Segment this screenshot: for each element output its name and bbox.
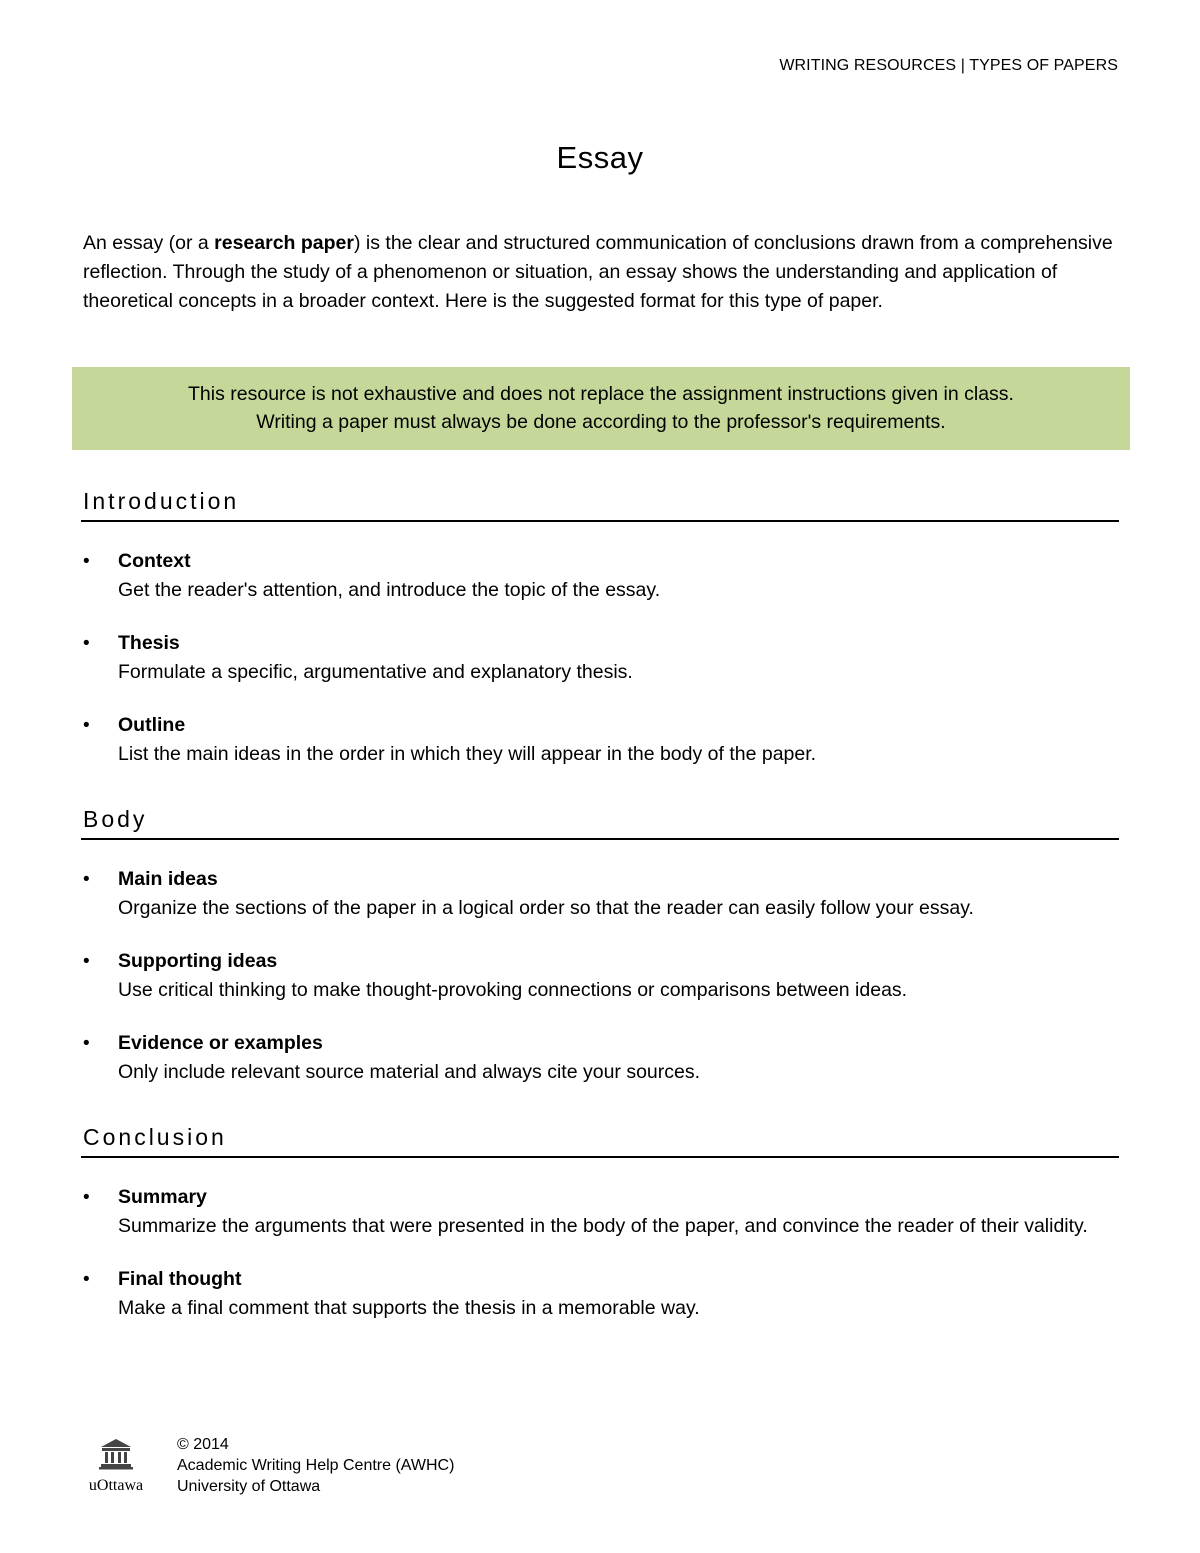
section-introduction <box>81 487 1119 769</box>
notice-line-2: Writing a paper must always be done according to the professor's requirements. <box>256 411 946 433</box>
section-list <box>81 865 1119 1087</box>
bullet: • <box>83 633 90 654</box>
bullet: • <box>83 551 90 572</box>
bullet: • <box>83 869 90 890</box>
list-item <box>81 711 1119 769</box>
item-description: List the main ideas in the order in which they will appear in the body of the paper. <box>118 743 817 765</box>
intro-text-start: An essay (or a <box>83 232 215 254</box>
page-title: Essay <box>556 140 644 175</box>
list-item <box>81 629 1119 687</box>
list-item <box>81 865 1119 923</box>
bullet: • <box>83 715 90 736</box>
university-building-icon <box>99 1438 133 1470</box>
centre-name: Academic Writing Help Centre (AWHC) <box>177 1457 455 1474</box>
item-description: Formulate a specific, argumentative and explanatory thesis. <box>118 661 633 683</box>
intro-bold-term: research paper <box>214 232 354 254</box>
list-item <box>81 947 1119 1005</box>
intro-text-end: ) is the clear and structured communication of conclusions drawn from a comprehensive reflection. Through the study of a phenomenon or situation, an essay shows the understanding and application of theoretical concepts in a broader context. Here is the suggested format for this type of paper. <box>83 232 1113 312</box>
item-description: Make a final comment that supports the thesis in a memorable way. <box>118 1297 700 1319</box>
item-title: Context <box>118 550 191 572</box>
footer <box>82 1434 582 1504</box>
list-item <box>81 1183 1119 1241</box>
item-description: Only include relevant source material and always cite your sources. <box>118 1061 701 1083</box>
item-description: Get the reader's attention, and introduce the topic of the essay. <box>118 579 661 601</box>
item-title: Supporting ideas <box>118 950 278 972</box>
item-description: Use critical thinking to make thought-provoking connections or comparisons between ideas. <box>118 979 908 1001</box>
footer-text <box>177 1434 454 1497</box>
list-item <box>81 547 1119 605</box>
item-title: Summary <box>118 1186 207 1208</box>
section-heading: Introduction <box>81 487 1119 522</box>
bullet: • <box>83 951 90 972</box>
item-title: Evidence or examples <box>118 1032 323 1054</box>
item-description: Summarize the arguments that were presented in the body of the paper, and convince the reader of their validity. <box>118 1215 1088 1237</box>
copyright: © 2014 <box>177 1436 229 1453</box>
notice-line-1: This resource is not exhaustive and does not replace the assignment instructions given in class. <box>188 383 1014 405</box>
section-heading: Conclusion <box>81 1123 1119 1158</box>
item-title: Final thought <box>118 1268 242 1290</box>
item-title: Main ideas <box>118 868 218 890</box>
list-item <box>81 1265 1119 1323</box>
bullet: • <box>83 1033 90 1054</box>
section-heading: Body <box>81 805 1119 840</box>
item-title: Thesis <box>118 632 180 654</box>
section-body <box>81 805 1119 1087</box>
section-conclusion <box>81 1123 1119 1323</box>
section-list <box>81 1183 1119 1323</box>
bullet: • <box>83 1187 90 1208</box>
logo-text: uOttawa <box>88 1477 144 1494</box>
list-item <box>81 1029 1119 1087</box>
notice-box <box>72 367 1130 450</box>
item-title: Outline <box>118 714 186 736</box>
item-description: Organize the sections of the paper in a logical order so that the reader can easily follow your essay. <box>118 897 974 919</box>
bullet: • <box>83 1269 90 1290</box>
intro-paragraph <box>83 229 1123 316</box>
uottawa-logo <box>82 1438 150 1495</box>
university-name: University of Ottawa <box>177 1478 321 1495</box>
running-header: WRITING RESOURCES | TYPES OF PAPERS <box>779 57 1118 74</box>
section-list <box>81 547 1119 769</box>
